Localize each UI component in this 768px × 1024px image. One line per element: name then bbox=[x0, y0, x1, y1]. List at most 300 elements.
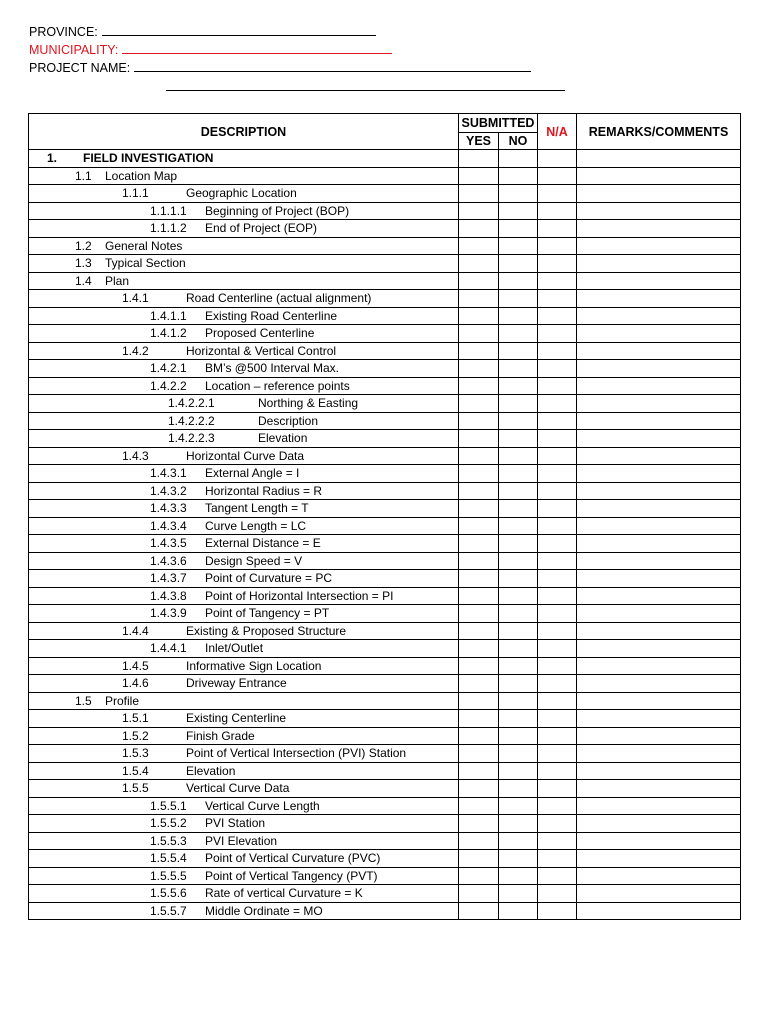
item-label: BM’s @500 Interval Max. bbox=[205, 361, 340, 375]
na-checkbox-cell[interactable] bbox=[538, 342, 577, 360]
yes-checkbox-cell[interactable] bbox=[459, 815, 499, 833]
row-description-cell bbox=[29, 727, 459, 745]
checklist-row bbox=[29, 430, 741, 448]
yes-checkbox-cell[interactable] bbox=[459, 202, 499, 220]
yes-checkbox-cell[interactable] bbox=[459, 780, 499, 798]
yes-checkbox-cell[interactable] bbox=[459, 657, 499, 675]
na-checkbox-cell[interactable] bbox=[538, 850, 577, 868]
no-checkbox-cell[interactable] bbox=[499, 167, 538, 185]
yes-checkbox-cell[interactable] bbox=[459, 482, 499, 500]
item-label: Typical Section bbox=[105, 256, 186, 270]
yes-checkbox-cell[interactable] bbox=[459, 272, 499, 290]
yes-checkbox-cell[interactable] bbox=[459, 832, 499, 850]
no-checkbox-cell[interactable] bbox=[499, 850, 538, 868]
na-checkbox-cell[interactable] bbox=[538, 412, 577, 430]
item-label: Point of Vertical Curvature (PVC) bbox=[205, 851, 381, 865]
na-checkbox-cell[interactable] bbox=[538, 377, 577, 395]
na-checkbox-cell[interactable] bbox=[538, 482, 577, 500]
item-number: 1.4.3.7 bbox=[150, 571, 187, 585]
item-number: 1.1.1 bbox=[122, 186, 149, 200]
remarks-cell[interactable] bbox=[577, 237, 741, 255]
item-label: End of Project (EOP) bbox=[205, 221, 318, 235]
yes-checkbox-cell[interactable] bbox=[459, 797, 499, 815]
no-checkbox-cell[interactable] bbox=[499, 640, 538, 658]
no-checkbox-cell[interactable] bbox=[499, 657, 538, 675]
item-label: Existing Centerline bbox=[186, 711, 287, 725]
no-checkbox-cell[interactable] bbox=[499, 202, 538, 220]
remarks-cell[interactable] bbox=[577, 482, 741, 500]
no-checkbox-cell[interactable] bbox=[499, 867, 538, 885]
checklist-row bbox=[29, 447, 741, 465]
item-label: Horizontal & Vertical Control bbox=[186, 343, 337, 358]
na-checkbox-cell[interactable] bbox=[538, 640, 577, 658]
no-checkbox-cell[interactable] bbox=[499, 745, 538, 763]
na-checkbox-cell[interactable] bbox=[538, 762, 577, 780]
remarks-cell[interactable] bbox=[577, 500, 741, 518]
municipality-blank-line[interactable] bbox=[122, 41, 392, 54]
checklist-row bbox=[29, 150, 741, 168]
row-description-cell bbox=[29, 832, 459, 850]
remarks-cell[interactable] bbox=[577, 710, 741, 728]
checklist-row bbox=[29, 482, 741, 500]
yes-checkbox-cell[interactable] bbox=[459, 902, 499, 920]
checklist-row bbox=[29, 360, 741, 378]
na-checkbox-cell[interactable] bbox=[538, 290, 577, 308]
remarks-cell[interactable] bbox=[577, 447, 741, 465]
item-number: 1.5.5.3 bbox=[150, 833, 187, 848]
yes-checkbox-cell[interactable] bbox=[459, 692, 499, 710]
checklist-row bbox=[29, 290, 741, 308]
yes-checkbox-cell[interactable] bbox=[459, 867, 499, 885]
yes-checkbox-cell[interactable] bbox=[459, 412, 499, 430]
remarks-cell[interactable] bbox=[577, 517, 741, 535]
remarks-cell[interactable] bbox=[577, 675, 741, 693]
yes-checkbox-cell[interactable] bbox=[459, 360, 499, 378]
col-description-header: DESCRIPTION bbox=[29, 114, 459, 150]
row-description-cell bbox=[29, 797, 459, 815]
remarks-cell[interactable] bbox=[577, 255, 741, 273]
item-label: External Angle = I bbox=[205, 466, 300, 480]
no-checkbox-cell[interactable] bbox=[499, 832, 538, 850]
item-number: 1.4.2.2.1 bbox=[168, 396, 215, 410]
na-checkbox-cell[interactable] bbox=[538, 535, 577, 553]
checklist-row bbox=[29, 622, 741, 640]
no-checkbox-cell[interactable] bbox=[499, 675, 538, 693]
item-number: 1.5.3 bbox=[122, 746, 149, 760]
na-checkbox-cell[interactable] bbox=[538, 692, 577, 710]
remarks-cell[interactable] bbox=[577, 850, 741, 868]
yes-checkbox-cell[interactable] bbox=[459, 587, 499, 605]
item-label: Curve Length = LC bbox=[205, 518, 307, 533]
no-checkbox-cell[interactable] bbox=[499, 885, 538, 903]
no-checkbox-cell[interactable] bbox=[499, 377, 538, 395]
yes-checkbox-cell[interactable] bbox=[459, 710, 499, 728]
item-number: 1.4.1.2 bbox=[150, 326, 187, 340]
remarks-cell[interactable] bbox=[577, 640, 741, 658]
no-checkbox-cell[interactable] bbox=[499, 395, 538, 413]
na-checkbox-cell[interactable] bbox=[538, 325, 577, 343]
item-number: 1.5.4 bbox=[122, 763, 149, 778]
na-checkbox-cell[interactable] bbox=[538, 745, 577, 763]
item-label: Point of Vertical Intersection (PVI) Station bbox=[186, 746, 407, 760]
checklist-row bbox=[29, 272, 741, 290]
row-description-cell bbox=[29, 150, 459, 168]
remarks-cell[interactable] bbox=[577, 360, 741, 378]
item-number: 1.4.3 bbox=[122, 448, 149, 463]
yes-checkbox-cell[interactable] bbox=[459, 185, 499, 203]
no-checkbox-cell[interactable] bbox=[499, 342, 538, 360]
checklist-row bbox=[29, 885, 741, 903]
item-label: Driveway Entrance bbox=[186, 676, 287, 690]
project-name-label: PROJECT NAME: bbox=[29, 61, 131, 75]
no-checkbox-cell[interactable] bbox=[499, 902, 538, 920]
yes-checkbox-cell[interactable] bbox=[459, 307, 499, 325]
no-checkbox-cell[interactable] bbox=[499, 325, 538, 343]
item-label: Vertical Curve Data bbox=[186, 781, 290, 795]
item-label: Inlet/Outlet bbox=[205, 641, 264, 655]
remarks-cell[interactable] bbox=[577, 465, 741, 483]
remarks-cell[interactable] bbox=[577, 395, 741, 413]
remarks-cell[interactable] bbox=[577, 762, 741, 780]
yes-checkbox-cell[interactable] bbox=[459, 342, 499, 360]
item-number: 1.1 bbox=[75, 168, 92, 183]
row-description-cell bbox=[29, 587, 459, 605]
remarks-cell[interactable] bbox=[577, 797, 741, 815]
yes-checkbox-cell[interactable] bbox=[459, 535, 499, 553]
item-number: 1.4.5 bbox=[122, 658, 149, 673]
na-checkbox-cell[interactable] bbox=[538, 500, 577, 518]
item-label: Horizontal Curve Data bbox=[186, 448, 305, 463]
checklist-row bbox=[29, 570, 741, 588]
project-name-continuation-line[interactable] bbox=[166, 90, 565, 91]
yes-checkbox-cell[interactable] bbox=[459, 552, 499, 570]
item-label: Elevation bbox=[186, 763, 236, 778]
na-checkbox-cell[interactable] bbox=[538, 710, 577, 728]
row-description-cell bbox=[29, 342, 459, 360]
na-checkbox-cell[interactable] bbox=[538, 815, 577, 833]
no-checkbox-cell[interactable] bbox=[499, 552, 538, 570]
no-checkbox-cell[interactable] bbox=[499, 535, 538, 553]
yes-checkbox-cell[interactable] bbox=[459, 255, 499, 273]
remarks-cell[interactable] bbox=[577, 815, 741, 833]
checklist-row bbox=[29, 815, 741, 833]
na-checkbox-cell[interactable] bbox=[538, 780, 577, 798]
na-checkbox-cell[interactable] bbox=[538, 395, 577, 413]
na-checkbox-cell[interactable] bbox=[538, 185, 577, 203]
checklist-row bbox=[29, 850, 741, 868]
yes-checkbox-cell[interactable] bbox=[459, 640, 499, 658]
row-description-cell bbox=[29, 885, 459, 903]
remarks-cell[interactable] bbox=[577, 150, 741, 168]
item-label: Informative Sign Location bbox=[186, 658, 322, 673]
row-description-cell bbox=[29, 447, 459, 465]
row-description-cell bbox=[29, 377, 459, 395]
item-number: 1.4.2 bbox=[122, 343, 149, 358]
na-checkbox-cell[interactable] bbox=[538, 220, 577, 238]
no-checkbox-cell[interactable] bbox=[499, 220, 538, 238]
checklist-row bbox=[29, 237, 741, 255]
na-checkbox-cell[interactable] bbox=[538, 150, 577, 168]
remarks-cell[interactable] bbox=[577, 867, 741, 885]
na-checkbox-cell[interactable] bbox=[538, 605, 577, 623]
na-checkbox-cell[interactable] bbox=[538, 832, 577, 850]
col-remarks-header: REMARKS/COMMENTS bbox=[577, 114, 741, 150]
no-checkbox-cell[interactable] bbox=[499, 605, 538, 623]
item-number: 1.4.2.2 bbox=[150, 378, 187, 393]
remarks-cell[interactable] bbox=[577, 605, 741, 623]
no-checkbox-cell[interactable] bbox=[499, 430, 538, 448]
remarks-cell[interactable] bbox=[577, 780, 741, 798]
item-number: 1.2 bbox=[75, 238, 92, 253]
remarks-cell[interactable] bbox=[577, 832, 741, 850]
no-checkbox-cell[interactable] bbox=[499, 500, 538, 518]
no-checkbox-cell[interactable] bbox=[499, 237, 538, 255]
yes-checkbox-cell[interactable] bbox=[459, 395, 499, 413]
yes-checkbox-cell[interactable] bbox=[459, 377, 499, 395]
province-blank-line[interactable] bbox=[102, 23, 376, 36]
yes-checkbox-cell[interactable] bbox=[459, 622, 499, 640]
remarks-cell[interactable] bbox=[577, 430, 741, 448]
no-checkbox-cell[interactable] bbox=[499, 587, 538, 605]
checklist-row bbox=[29, 867, 741, 885]
remarks-cell[interactable] bbox=[577, 167, 741, 185]
yes-checkbox-cell[interactable] bbox=[459, 570, 499, 588]
item-number: 1.4.3.4 bbox=[150, 518, 187, 533]
item-number: 1.4.6 bbox=[122, 676, 149, 690]
no-checkbox-cell[interactable] bbox=[499, 710, 538, 728]
na-checkbox-cell[interactable] bbox=[538, 657, 577, 675]
item-label: Northing & Easting bbox=[258, 396, 359, 410]
item-label: Location Map bbox=[105, 168, 178, 183]
na-checkbox-cell[interactable] bbox=[538, 360, 577, 378]
remarks-cell[interactable] bbox=[577, 692, 741, 710]
remarks-cell[interactable] bbox=[577, 412, 741, 430]
na-checkbox-cell[interactable] bbox=[538, 272, 577, 290]
no-checkbox-cell[interactable] bbox=[499, 185, 538, 203]
na-checkbox-cell[interactable] bbox=[538, 447, 577, 465]
no-checkbox-cell[interactable] bbox=[499, 465, 538, 483]
item-number: 1.4.1 bbox=[122, 291, 149, 305]
row-description-cell bbox=[29, 605, 459, 623]
na-checkbox-cell[interactable] bbox=[538, 237, 577, 255]
checklist-row bbox=[29, 692, 741, 710]
row-description-cell bbox=[29, 570, 459, 588]
remarks-cell[interactable] bbox=[577, 885, 741, 903]
remarks-cell[interactable] bbox=[577, 570, 741, 588]
remarks-cell[interactable] bbox=[577, 377, 741, 395]
no-checkbox-cell[interactable] bbox=[499, 517, 538, 535]
row-description-cell bbox=[29, 640, 459, 658]
remarks-cell[interactable] bbox=[577, 622, 741, 640]
na-checkbox-cell[interactable] bbox=[538, 727, 577, 745]
item-label: Profile bbox=[105, 693, 140, 708]
item-number: 1.5.5.4 bbox=[150, 851, 187, 865]
remarks-cell[interactable] bbox=[577, 727, 741, 745]
checklist-row bbox=[29, 727, 741, 745]
na-checkbox-cell[interactable] bbox=[538, 430, 577, 448]
remarks-cell[interactable] bbox=[577, 902, 741, 920]
na-checkbox-cell[interactable] bbox=[538, 552, 577, 570]
yes-checkbox-cell[interactable] bbox=[459, 500, 499, 518]
item-number: 1.5.5.5 bbox=[150, 868, 187, 883]
yes-checkbox-cell[interactable] bbox=[459, 430, 499, 448]
no-checkbox-cell[interactable] bbox=[499, 570, 538, 588]
na-checkbox-cell[interactable] bbox=[538, 587, 577, 605]
na-checkbox-cell[interactable] bbox=[538, 675, 577, 693]
na-checkbox-cell[interactable] bbox=[538, 167, 577, 185]
remarks-cell[interactable] bbox=[577, 552, 741, 570]
checklist-row bbox=[29, 762, 741, 780]
item-number: 1.5.5 bbox=[122, 781, 149, 795]
checklist-row bbox=[29, 657, 741, 675]
row-description-cell bbox=[29, 745, 459, 763]
yes-checkbox-cell[interactable] bbox=[459, 167, 499, 185]
item-label: Rate of vertical Curvature = K bbox=[205, 886, 363, 900]
item-label: Existing Road Centerline bbox=[205, 308, 338, 323]
yes-checkbox-cell[interactable] bbox=[459, 325, 499, 343]
item-label: Point of Curvature = PC bbox=[205, 571, 333, 585]
yes-checkbox-cell[interactable] bbox=[459, 447, 499, 465]
item-label: Vertical Curve Length bbox=[205, 798, 320, 813]
no-checkbox-cell[interactable] bbox=[499, 482, 538, 500]
na-checkbox-cell[interactable] bbox=[538, 255, 577, 273]
row-description-cell bbox=[29, 902, 459, 920]
item-label: Horizontal Radius = R bbox=[205, 483, 323, 498]
checklist-row bbox=[29, 797, 741, 815]
na-checkbox-cell[interactable] bbox=[538, 307, 577, 325]
province-label: PROVINCE: bbox=[29, 25, 98, 39]
row-description-cell bbox=[29, 325, 459, 343]
remarks-cell[interactable] bbox=[577, 185, 741, 203]
item-number: 1.4.3.2 bbox=[150, 483, 187, 498]
checklist-row bbox=[29, 412, 741, 430]
municipality-field bbox=[29, 41, 392, 57]
item-label: External Distance = E bbox=[205, 536, 321, 550]
checklist-row bbox=[29, 552, 741, 570]
row-description-cell bbox=[29, 167, 459, 185]
remarks-cell[interactable] bbox=[577, 587, 741, 605]
no-checkbox-cell[interactable] bbox=[499, 447, 538, 465]
row-description-cell bbox=[29, 272, 459, 290]
yes-checkbox-cell[interactable] bbox=[459, 675, 499, 693]
yes-checkbox-cell[interactable] bbox=[459, 745, 499, 763]
checklist-row bbox=[29, 640, 741, 658]
yes-checkbox-cell[interactable] bbox=[459, 517, 499, 535]
no-checkbox-cell[interactable] bbox=[499, 307, 538, 325]
yes-checkbox-cell[interactable] bbox=[459, 605, 499, 623]
na-checkbox-cell[interactable] bbox=[538, 867, 577, 885]
col-no-header: NO bbox=[499, 133, 538, 150]
checklist-row bbox=[29, 675, 741, 693]
remarks-cell[interactable] bbox=[577, 290, 741, 308]
remarks-cell[interactable] bbox=[577, 535, 741, 553]
item-label: FIELD INVESTIGATION bbox=[83, 151, 214, 165]
remarks-cell[interactable] bbox=[577, 272, 741, 290]
na-checkbox-cell[interactable] bbox=[538, 885, 577, 903]
no-checkbox-cell[interactable] bbox=[499, 255, 538, 273]
item-label: Beginning of Project (BOP) bbox=[205, 203, 350, 218]
checklist-row bbox=[29, 465, 741, 483]
checklist-row bbox=[29, 745, 741, 763]
na-checkbox-cell[interactable] bbox=[538, 622, 577, 640]
no-checkbox-cell[interactable] bbox=[499, 290, 538, 308]
yes-checkbox-cell[interactable] bbox=[459, 465, 499, 483]
row-description-cell bbox=[29, 675, 459, 693]
item-label: Design Speed = V bbox=[205, 553, 303, 568]
yes-checkbox-cell[interactable] bbox=[459, 220, 499, 238]
row-description-cell bbox=[29, 307, 459, 325]
yes-checkbox-cell[interactable] bbox=[459, 290, 499, 308]
na-checkbox-cell[interactable] bbox=[538, 797, 577, 815]
remarks-cell[interactable] bbox=[577, 307, 741, 325]
yes-checkbox-cell[interactable] bbox=[459, 727, 499, 745]
checklist-row bbox=[29, 535, 741, 553]
checklist-row bbox=[29, 220, 741, 238]
remarks-cell[interactable] bbox=[577, 745, 741, 763]
remarks-cell[interactable] bbox=[577, 342, 741, 360]
no-checkbox-cell[interactable] bbox=[499, 272, 538, 290]
remarks-cell[interactable] bbox=[577, 325, 741, 343]
item-label: Point of Horizontal Intersection = PI bbox=[205, 588, 394, 603]
checklist-row bbox=[29, 395, 741, 413]
project-name-blank-line[interactable] bbox=[134, 59, 531, 72]
checklist-row bbox=[29, 710, 741, 728]
yes-checkbox-cell[interactable] bbox=[459, 150, 499, 168]
item-number: 1.4.2.1 bbox=[150, 361, 187, 375]
item-label: Middle Ordinate = MO bbox=[205, 903, 323, 918]
yes-checkbox-cell[interactable] bbox=[459, 237, 499, 255]
no-checkbox-cell[interactable] bbox=[499, 780, 538, 798]
yes-checkbox-cell[interactable] bbox=[459, 885, 499, 903]
item-number: 1.5.2 bbox=[122, 728, 149, 743]
item-number: 1.4 bbox=[75, 273, 92, 288]
na-checkbox-cell[interactable] bbox=[538, 570, 577, 588]
row-description-cell bbox=[29, 622, 459, 640]
checklist-row bbox=[29, 517, 741, 535]
no-checkbox-cell[interactable] bbox=[499, 622, 538, 640]
item-number: 1.4.3.1 bbox=[150, 466, 187, 480]
item-label: Plan bbox=[105, 273, 130, 288]
no-checkbox-cell[interactable] bbox=[499, 150, 538, 168]
remarks-cell[interactable] bbox=[577, 220, 741, 238]
item-number: 1.5 bbox=[75, 693, 92, 708]
yes-checkbox-cell[interactable] bbox=[459, 762, 499, 780]
checklist-row bbox=[29, 377, 741, 395]
item-label: Location – reference points bbox=[205, 378, 350, 393]
no-checkbox-cell[interactable] bbox=[499, 815, 538, 833]
checklist-row bbox=[29, 255, 741, 273]
na-checkbox-cell[interactable] bbox=[538, 465, 577, 483]
item-number: 1.5.5.1 bbox=[150, 798, 187, 813]
item-number: 1. bbox=[47, 151, 58, 165]
remarks-cell[interactable] bbox=[577, 202, 741, 220]
no-checkbox-cell[interactable] bbox=[499, 762, 538, 780]
na-checkbox-cell[interactable] bbox=[538, 902, 577, 920]
na-checkbox-cell[interactable] bbox=[538, 202, 577, 220]
no-checkbox-cell[interactable] bbox=[499, 360, 538, 378]
row-description-cell bbox=[29, 185, 459, 203]
no-checkbox-cell[interactable] bbox=[499, 797, 538, 815]
yes-checkbox-cell[interactable] bbox=[459, 850, 499, 868]
remarks-cell[interactable] bbox=[577, 657, 741, 675]
item-label: Point of Tangency = PT bbox=[205, 606, 330, 620]
no-checkbox-cell[interactable] bbox=[499, 412, 538, 430]
item-number: 1.4.1.1 bbox=[150, 308, 187, 323]
row-description-cell bbox=[29, 237, 459, 255]
no-checkbox-cell[interactable] bbox=[499, 692, 538, 710]
no-checkbox-cell[interactable] bbox=[499, 727, 538, 745]
na-checkbox-cell[interactable] bbox=[538, 517, 577, 535]
